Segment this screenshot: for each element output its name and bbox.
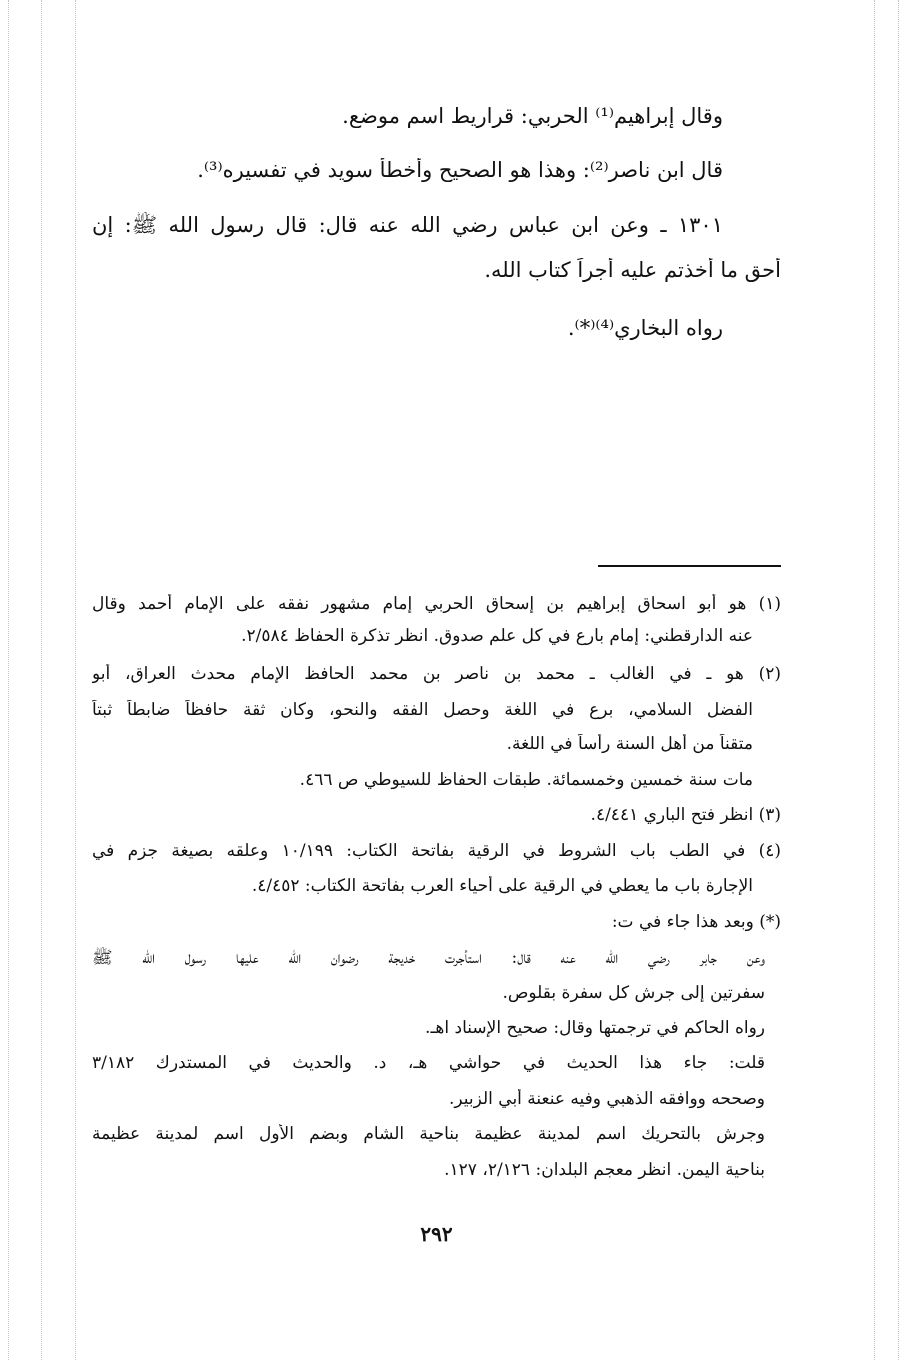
page bbox=[92, 0, 781, 1360]
footnote-star-line-7: وجرش بالتحريك اسم لمدينة عظيمة بناحية الشام وبضم الأول اسم لمدينة عظيمة bbox=[92, 1124, 765, 1144]
footnote-2-line-4: مات سنة خمسين وخمسمائة. طبقات الحفاظ للسيوطي ص ٤٦٦. bbox=[299, 770, 753, 790]
page-number: ٢٩٢ bbox=[420, 1222, 453, 1246]
footnote-3: (٣) انظر فتح الباري ٤/٤٤١. bbox=[590, 805, 781, 825]
footnote-star-line-1: (*) وبعد هذا جاء في ت: bbox=[611, 912, 781, 932]
body-line-3: ١٣٠١ ـ وعن ابن عباس رضي الله عنه قال: قال رسول الله ﷺ: إن bbox=[92, 213, 723, 237]
footnote-1-line-2: عنه الدارقطني: إمام بارع في كل علم صدوق. انظر تذكرة الحفاظ ٢/٥٨٤. bbox=[241, 626, 753, 646]
footnote-star-line-6: وصححه ووافقه الذهبي وفيه عنعنة أبي الزبير. bbox=[448, 1089, 765, 1109]
footnote-separator bbox=[598, 565, 781, 567]
footnote-star-line-5: قلت: جاء هذا الحديث في حواشي هـ، د. والحديث في المستدرك ٣/١٨٢ bbox=[92, 1053, 765, 1073]
footnote-star-line-3: سفرتين إلى جرش كل سفرة بقلوص. bbox=[502, 983, 765, 1003]
footnote-2-line-1: (٢) هو ـ في الغالب ـ محمد بن ناصر بن محمد الحافظ الإمام محدث العراق، أبو bbox=[92, 664, 781, 684]
footnote-2-line-3: متقناً من أهل السنة رأساً في اللغة. bbox=[506, 734, 753, 754]
footnote-1-line-1: (١) هو أبو اسحاق إبراهيم بن إسحاق الحربي إمام مشهور نفقه على الإمام أحمد وقال bbox=[92, 594, 781, 614]
footnote-star-line-4: رواه الحاكم في ترجمتها وقال: صحيح الإسناد اهـ. bbox=[425, 1018, 765, 1038]
footnote-4-line-1: (٤) في الطب باب الشروط في الرقية بفاتحة الكتاب: ١٠/١٩٩ وعلقه بصيغة جزم في bbox=[92, 841, 781, 861]
footnote-star-line-2: وعن جابر رضي الله عنه قال: استأجرت خديجة رضوان الله عليها رسول الله ﷺ bbox=[92, 948, 765, 968]
footnote-4-line-2: الإجارة باب ما يعطي في الرقية على أحياء العرب بفاتحة الكتاب: ٤/٤٥٢. bbox=[251, 876, 753, 896]
footnote-star-line-8: بناحية اليمن. انظر معجم البلدان: ٢/١٢٦، ١٢٧. bbox=[444, 1160, 765, 1180]
footnote-2-line-2: الفضل السلامي، برع في اللغة وحصل الفقه والنحو، وكان ثقة حافظاً ضابطاً ثبتاً bbox=[92, 700, 753, 720]
body-line-4: أحق ما أخذتم عليه أجراً كتاب الله. bbox=[484, 258, 781, 282]
body-line-1: وقال إبراهيم⁽¹⁾ الحربي: قراريط اسم موضع. bbox=[342, 104, 723, 128]
body-line-2: قال ابن ناصر⁽²⁾: وهذا هو الصحيح وأخطأ سويد في تفسيره⁽³⁾. bbox=[197, 158, 723, 182]
body-line-5: رواه البخاري⁽⁴⁾⁽*⁾. bbox=[567, 316, 723, 340]
